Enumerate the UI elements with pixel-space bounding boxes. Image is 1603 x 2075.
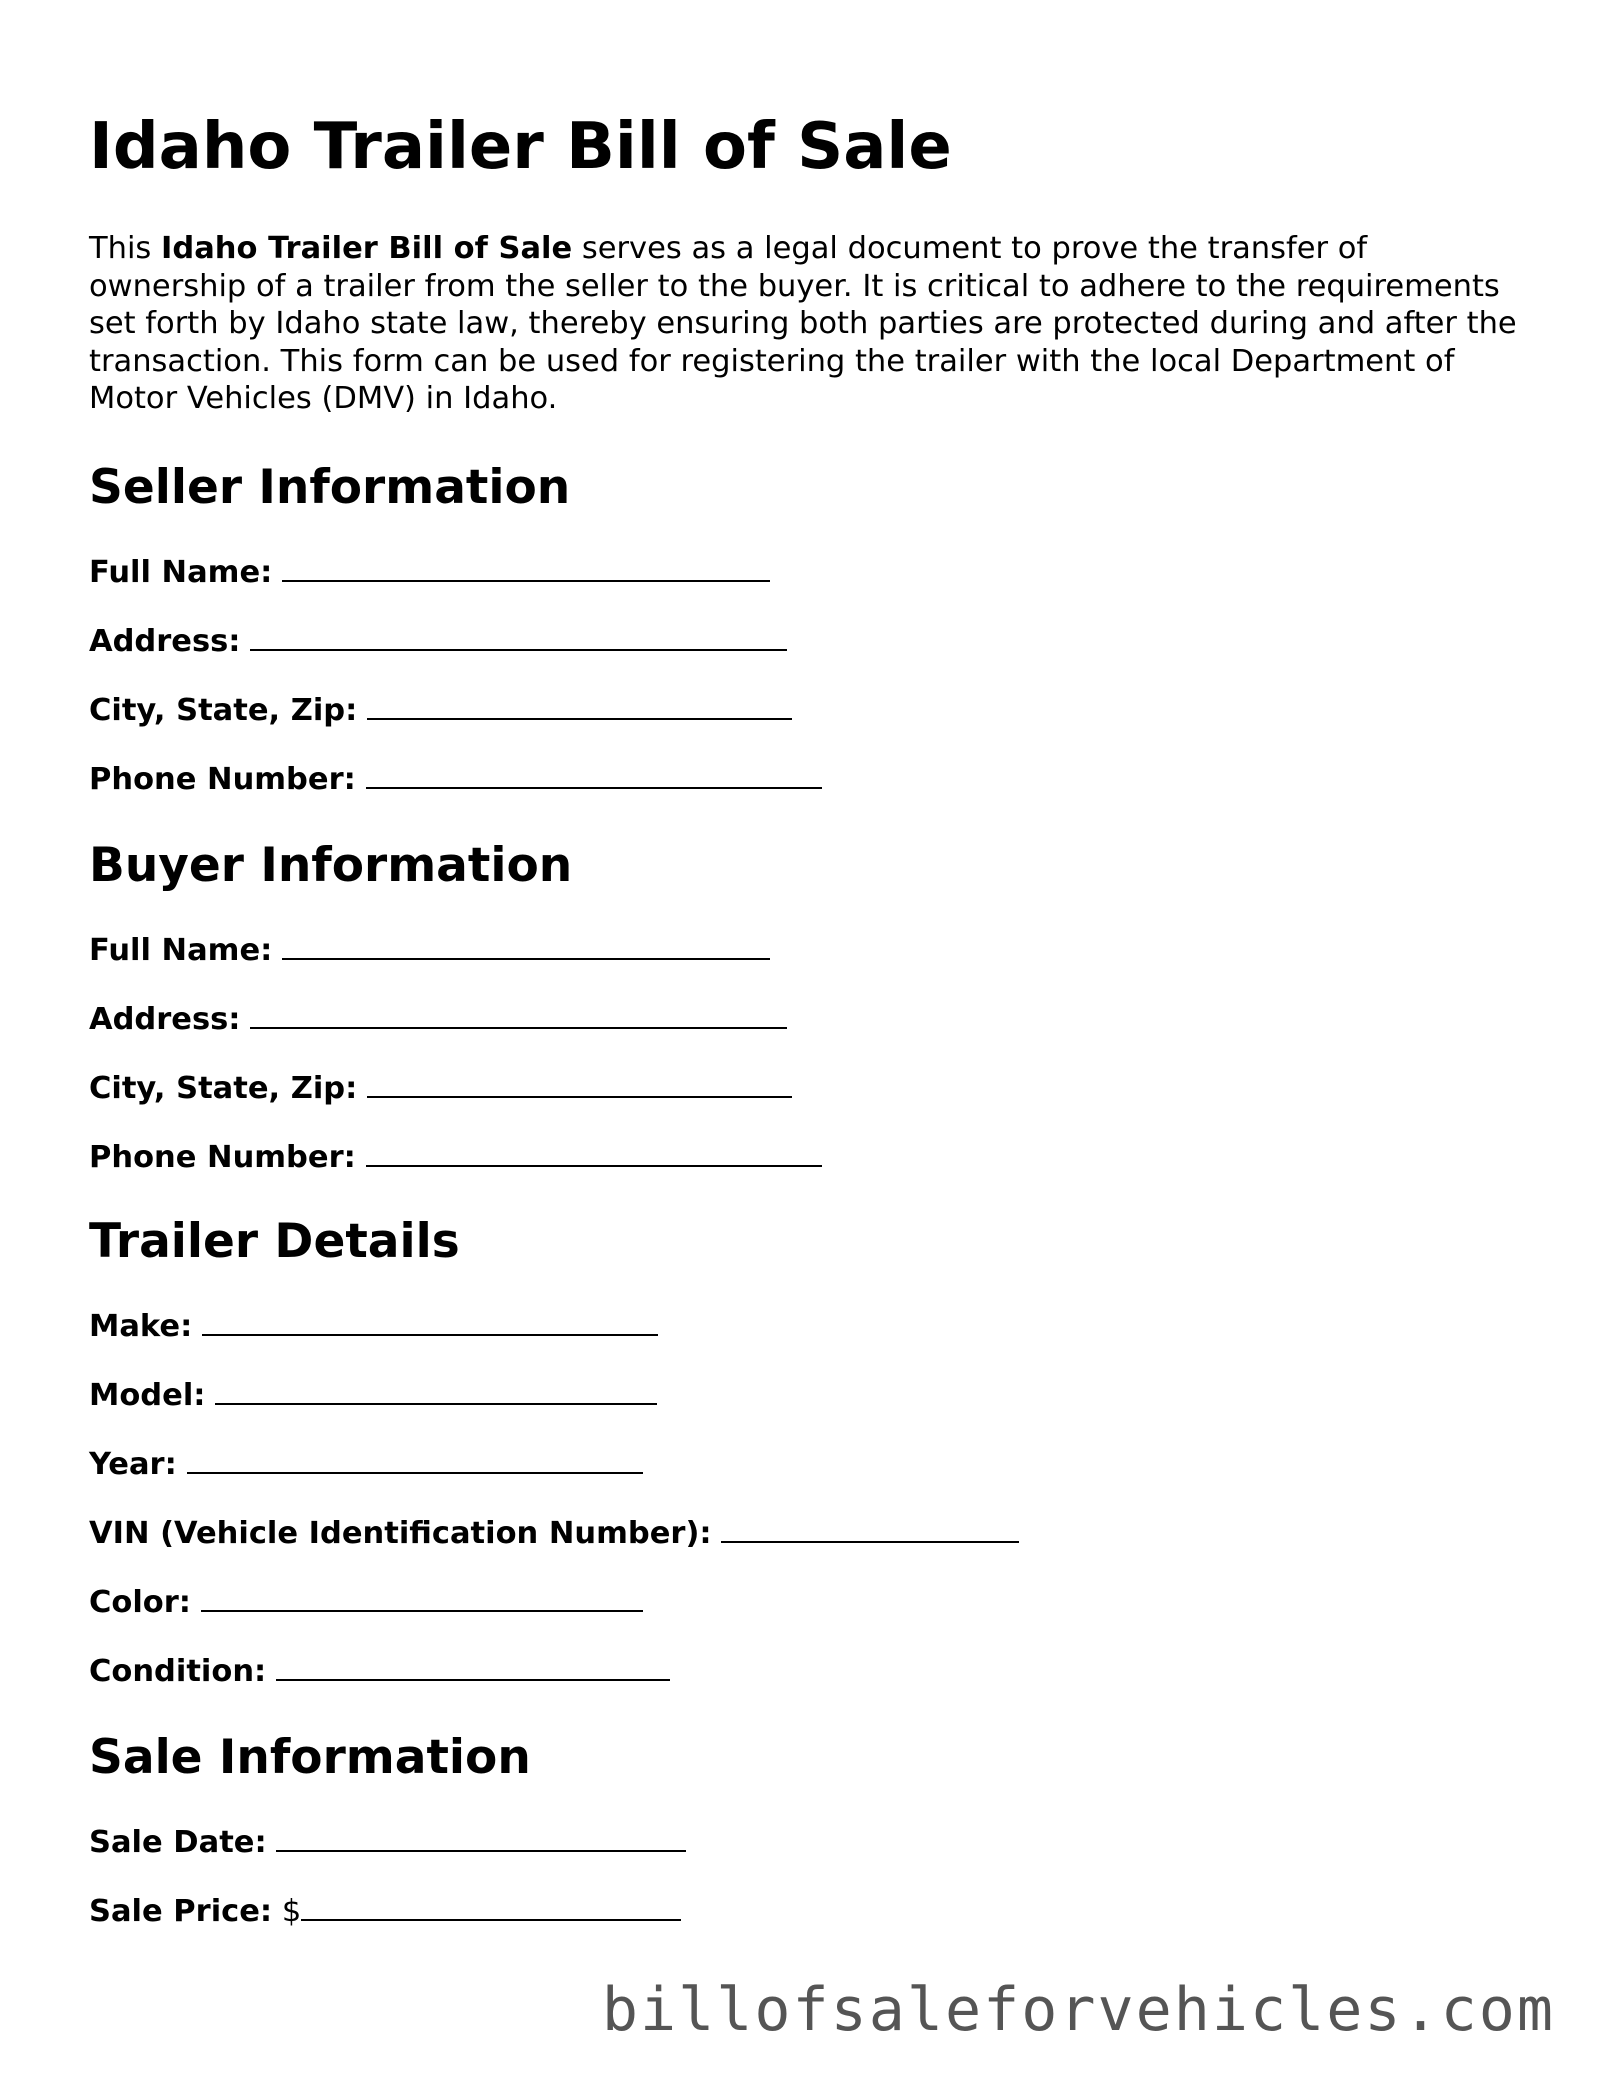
sale-date-label: Sale Date: [89, 1825, 267, 1860]
seller-full-name-blank[interactable] [282, 552, 770, 582]
seller-phone-blank[interactable] [366, 759, 822, 789]
buyer-address-field[interactable] [89, 999, 787, 1040]
trailer-heading: Trailer Details [89, 1214, 460, 1269]
trailer-condition-blank[interactable] [276, 1651, 670, 1681]
buyer-city-state-zip-field[interactable] [89, 1068, 792, 1109]
trailer-vin-field[interactable] [89, 1513, 1019, 1554]
trailer-year-label: Year: [89, 1447, 177, 1482]
intro-text-start: This [89, 231, 162, 266]
trailer-model-label: Model: [89, 1378, 206, 1413]
currency-symbol: $ [281, 1894, 302, 1929]
trailer-make-blank[interactable] [202, 1306, 658, 1336]
seller-city-state-zip-label: City, State, Zip: [89, 693, 358, 728]
website-watermark: billofsaleforvehicles.com [601, 1975, 1555, 2045]
trailer-year-field[interactable] [89, 1444, 643, 1485]
trailer-condition-field[interactable] [89, 1651, 670, 1692]
sale-date-field[interactable] [89, 1822, 686, 1863]
seller-city-state-zip-blank[interactable] [367, 690, 792, 720]
sale-price-blank[interactable] [301, 1891, 681, 1921]
buyer-phone-blank[interactable] [366, 1137, 822, 1167]
seller-full-name-field[interactable] [89, 552, 770, 593]
buyer-full-name-field[interactable] [89, 930, 770, 971]
seller-address-field[interactable] [89, 621, 787, 662]
buyer-city-state-zip-blank[interactable] [367, 1068, 792, 1098]
seller-address-blank[interactable] [250, 621, 787, 651]
trailer-vin-label: VIN (Vehicle Identification Number): [89, 1516, 712, 1551]
trailer-color-blank[interactable] [201, 1582, 643, 1612]
trailer-model-field[interactable] [89, 1375, 657, 1416]
buyer-phone-label: Phone Number: [89, 1140, 356, 1175]
intro-paragraph [89, 230, 1529, 418]
buyer-heading: Buyer Information [89, 838, 573, 893]
seller-phone-label: Phone Number: [89, 762, 356, 797]
trailer-make-label: Make: [89, 1309, 193, 1344]
seller-phone-field[interactable] [89, 759, 822, 800]
trailer-color-field[interactable] [89, 1582, 643, 1623]
sale-price-field[interactable] [89, 1891, 681, 1932]
trailer-condition-label: Condition: [89, 1654, 267, 1689]
sale-date-blank[interactable] [276, 1822, 686, 1852]
trailer-model-blank[interactable] [215, 1375, 657, 1405]
trailer-vin-blank[interactable] [721, 1513, 1019, 1543]
trailer-color-label: Color: [89, 1585, 191, 1620]
seller-city-state-zip-field[interactable] [89, 690, 792, 731]
buyer-address-label: Address: [89, 1002, 241, 1037]
buyer-address-blank[interactable] [250, 999, 787, 1029]
sale-price-label: Sale Price: [89, 1894, 273, 1929]
document-title: Idaho Trailer Bill of Sale [89, 110, 952, 184]
buyer-full-name-label: Full Name: [89, 933, 273, 968]
intro-bold-title: Idaho Trailer Bill of Sale [161, 231, 573, 266]
buyer-phone-field[interactable] [89, 1137, 822, 1178]
seller-full-name-label: Full Name: [89, 555, 273, 590]
buyer-full-name-blank[interactable] [282, 930, 770, 960]
trailer-year-blank[interactable] [187, 1444, 643, 1474]
sale-heading: Sale Information [89, 1730, 531, 1785]
seller-heading: Seller Information [89, 460, 571, 515]
buyer-city-state-zip-label: City, State, Zip: [89, 1071, 358, 1106]
intro-text-rest: serves as a legal document to prove the transfer of ownership of a trailer from the seller to the buyer. It is critical to adhere to the requirements set forth by Idaho state law, thereby ensuring both parties are protected during and after the transaction. This form can be used for registering the trailer with the local Department of Motor Vehicles (DMV) in Idaho. [89, 231, 1517, 416]
seller-address-label: Address: [89, 624, 241, 659]
trailer-make-field[interactable] [89, 1306, 658, 1347]
